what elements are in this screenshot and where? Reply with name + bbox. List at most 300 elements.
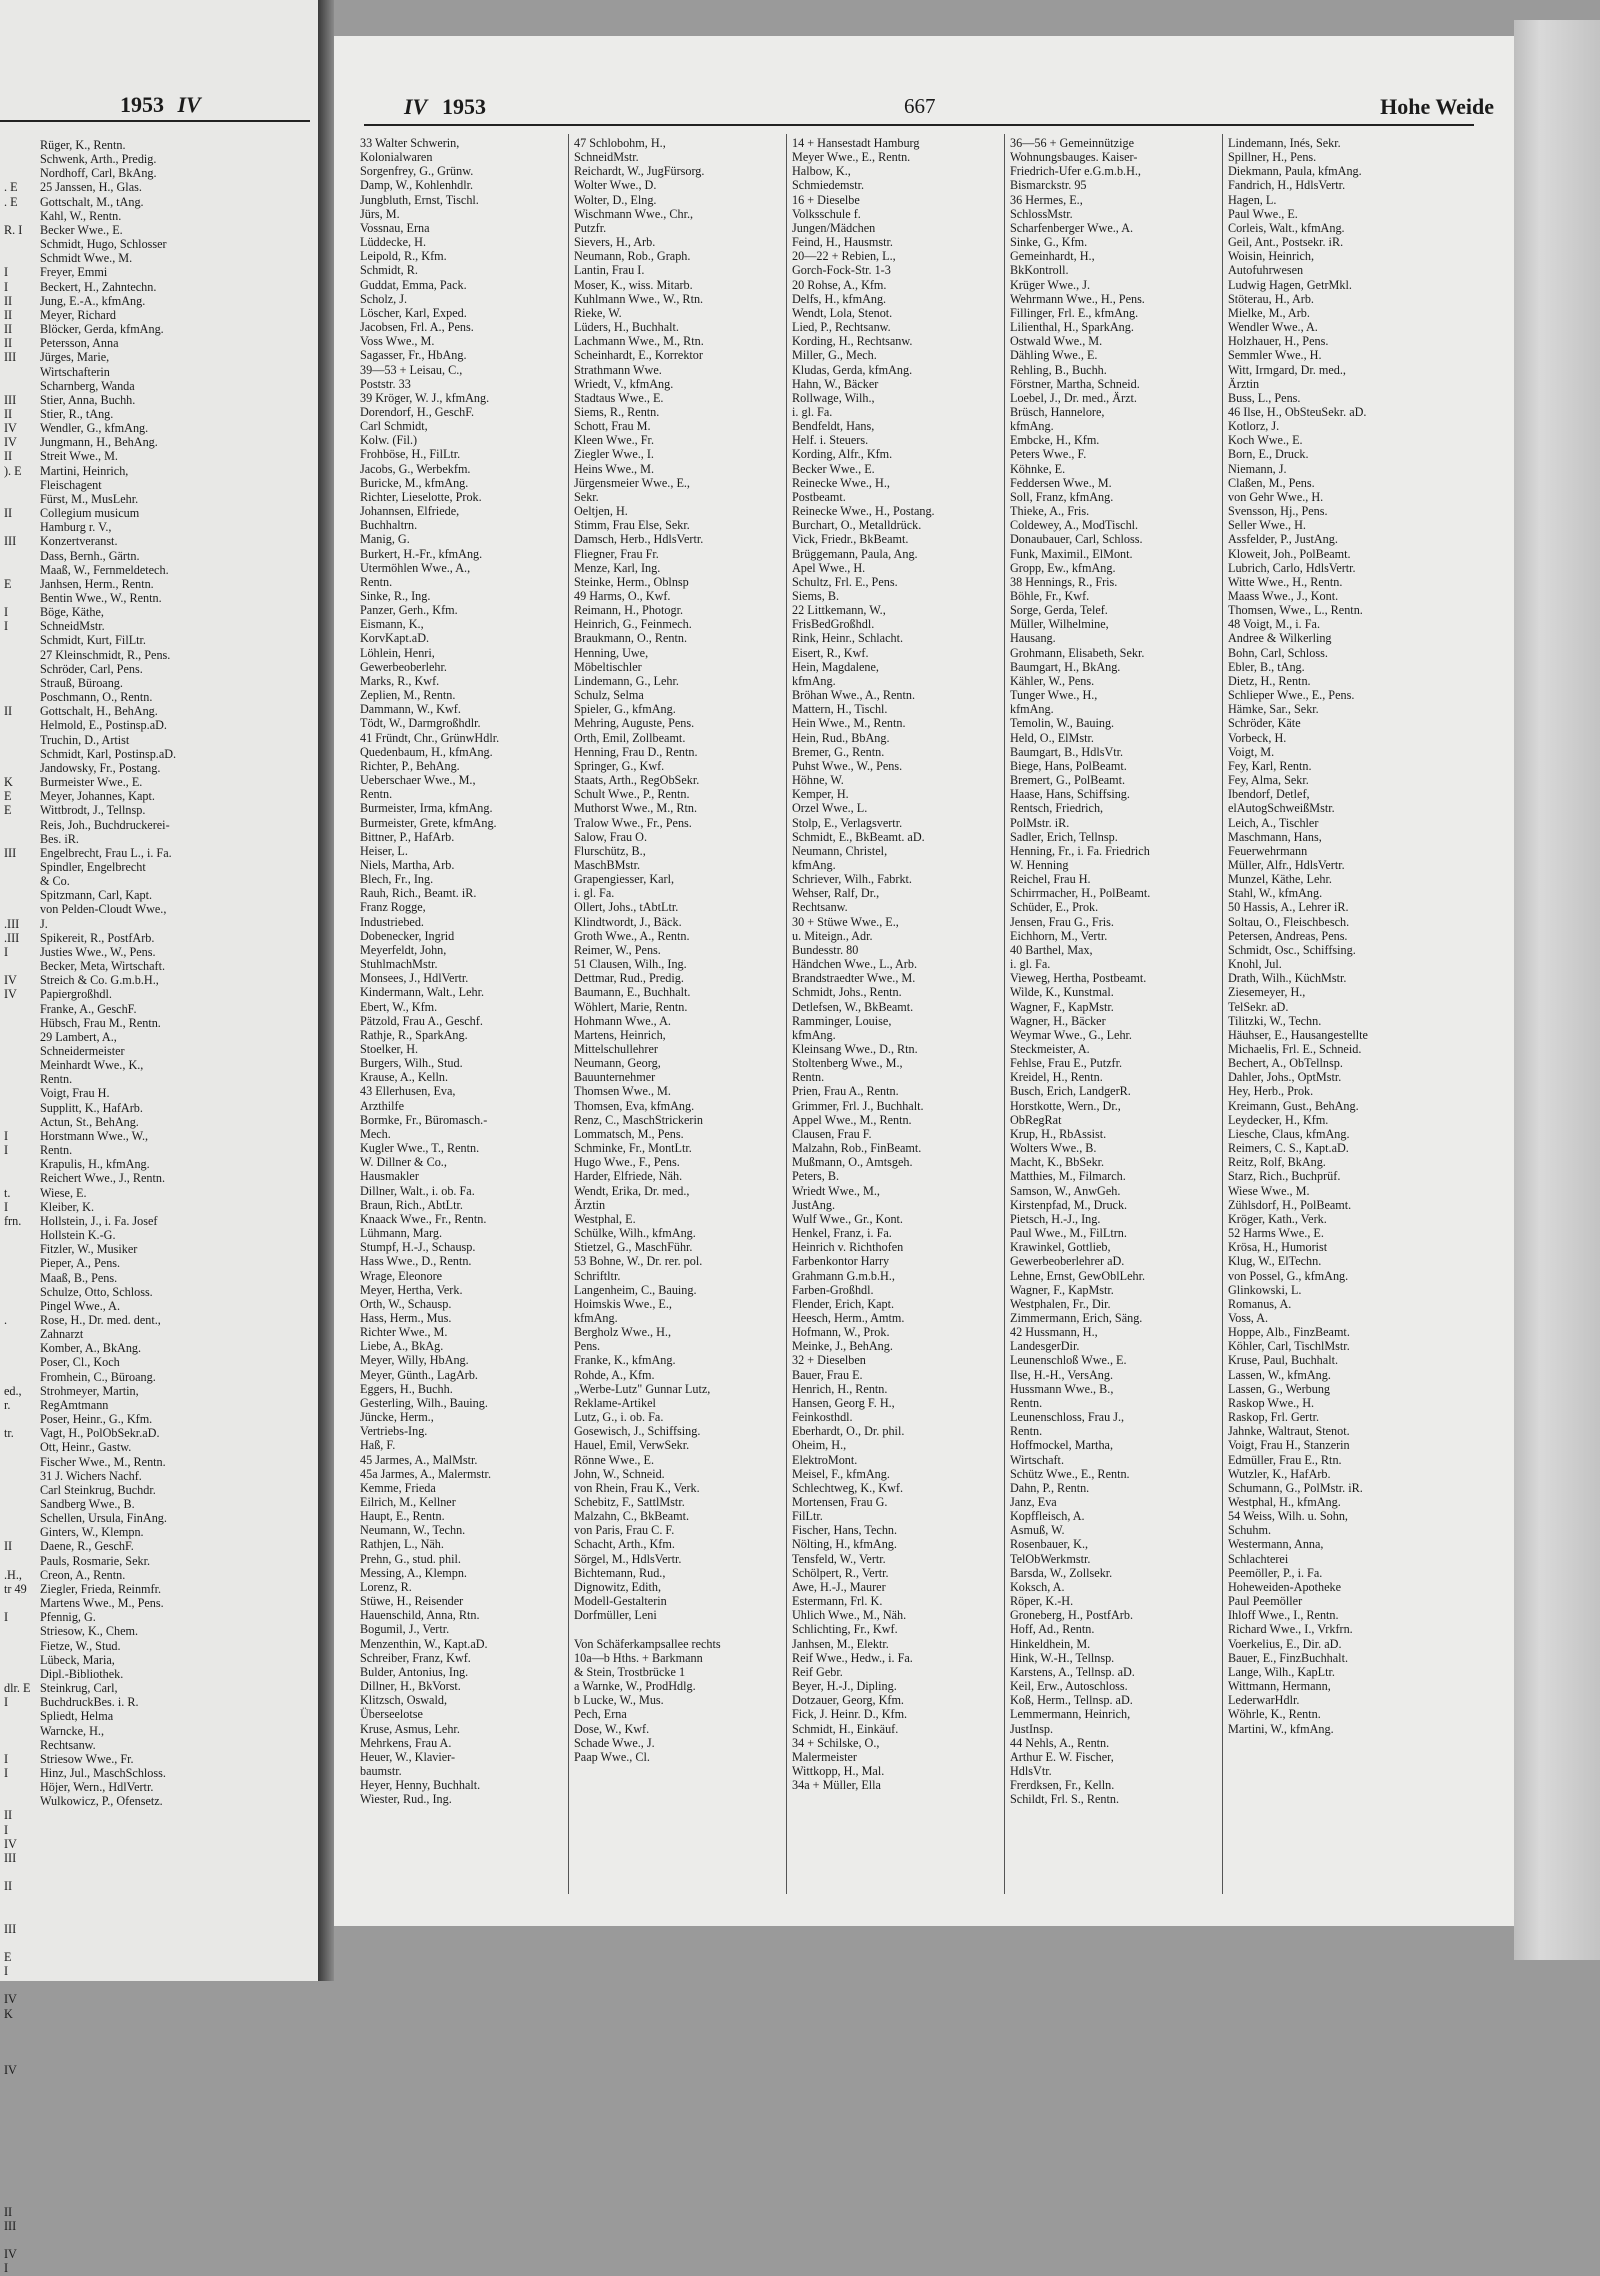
directory-entry: Eichhorn, M., Vertr. xyxy=(1010,928,1108,943)
directory-entry: Fillinger, Frl. E., kfmAng. xyxy=(1010,305,1139,320)
directory-entry: HdlsVtr. xyxy=(1010,1763,1052,1778)
directory-entry: Lüders, H., Buchhalt. xyxy=(574,320,679,335)
directory-entry: Bentin Wwe., W., Rentn. xyxy=(40,591,162,605)
directory-entry: Schacht, Arth., Kfm. xyxy=(574,1537,675,1552)
directory-entry: Hoheweiden-Apotheke xyxy=(1228,1579,1342,1594)
margin-mark xyxy=(4,1724,34,1738)
directory-entry: Reimann, H., Photogr. xyxy=(574,603,684,618)
directory-entry: Jungen/Mädchen xyxy=(792,220,876,235)
directory-entry: Heuer, W., Klavier- xyxy=(360,1749,456,1764)
directory-entry: Rentn. xyxy=(792,1070,825,1085)
directory-entry: Schriever, Wilh., Fabrkt. xyxy=(792,872,912,887)
directory-entry: i. gl. Fa. xyxy=(574,886,615,901)
directory-entry: Gewerbeoberlehrer aD. xyxy=(1010,1254,1125,1269)
directory-entry: Raskop, Frl. Gertr. xyxy=(1228,1410,1320,1425)
directory-entry: Lassen, G., Werbung xyxy=(1228,1381,1331,1396)
margin-mark: I xyxy=(4,1143,9,1158)
directory-entry: Reimers, C. S., Kapt.aD. xyxy=(1228,1141,1349,1156)
margin-mark xyxy=(4,902,34,916)
directory-entry: Franke, K., kfmAng. xyxy=(574,1353,676,1368)
directory-entry: 36 Hermes, E., xyxy=(1010,192,1083,207)
directory-entry: 25 Janssen, H., Glas. xyxy=(40,180,142,195)
margin-mark xyxy=(4,1157,34,1171)
margin-mark: K xyxy=(4,775,13,790)
directory-entry: Vieweg, Hertha, Postbeamt. xyxy=(1010,971,1147,986)
directory-entry: Daene, R., GeschF. xyxy=(40,1539,134,1554)
margin-mark: IV xyxy=(4,973,17,988)
directory-entry: Fliegner, Frau Fr. xyxy=(574,546,659,561)
directory-entry: Rentn. xyxy=(40,1143,73,1158)
directory-entry: Hein, Rud., BbAng. xyxy=(792,730,890,745)
directory-entry: Lindemann, G., Lehr. xyxy=(574,673,679,688)
directory-entry: Engelbrecht, Frau L., i. Fa. xyxy=(40,845,172,860)
directory-entry: Uhlich Wwe., M., Näh. xyxy=(792,1608,907,1623)
directory-entry: Blech, Fr., Ing. xyxy=(360,872,434,887)
directory-entry: Busch, Erich, LandgerR. xyxy=(1010,1084,1131,1099)
directory-entry: Thomsen Wwe., M. xyxy=(574,1084,671,1099)
directory-entry: Ostwald Wwe., M. xyxy=(1010,334,1103,349)
directory-entry: Sadler, Erich, Tellnsp. xyxy=(1010,829,1118,844)
margin-mark: I xyxy=(4,1964,9,1979)
directory-entry: Jung, E.-A., kfmAng. xyxy=(40,293,146,308)
margin-mark: .III xyxy=(4,916,20,931)
column-divider xyxy=(1222,134,1223,1894)
directory-entry xyxy=(574,1622,782,1636)
margin-mark xyxy=(4,209,34,223)
directory-entry: Delfs, H., kfmAng. xyxy=(792,291,887,306)
directory-entry: Reichel, Frau H. xyxy=(1010,872,1091,887)
directory-entry: SchneidMstr. xyxy=(574,150,639,165)
directory-entry: Voerkelius, E., Dir. aD. xyxy=(1228,1636,1342,1651)
directory-entry: Ueberschaer Wwe., M., xyxy=(360,773,476,788)
directory-entry: Matthies, M., Filmarch. xyxy=(1010,1169,1126,1184)
margin-mark xyxy=(4,1794,34,1808)
directory-entry: Fitzler, W., Musiker xyxy=(40,1242,138,1257)
directory-entry: Böhle, Fr., Kwf. xyxy=(1010,589,1090,603)
directory-entry: Henning, Uwe, xyxy=(574,645,649,660)
directory-entry: Oeltjen, H. xyxy=(574,504,628,519)
directory-entry: Spikereit, R., PostfArb. xyxy=(40,930,155,945)
directory-entry: Brüggemann, Paula, Ang. xyxy=(792,546,918,561)
directory-entry: Händchen Wwe., L., Arb. xyxy=(792,957,917,972)
directory-entry: Krüger Wwe., J. xyxy=(1010,277,1090,292)
directory-column xyxy=(360,136,568,1806)
margin-mark xyxy=(4,1072,34,1086)
directory-entry: Grahmann G.m.b.H., xyxy=(792,1268,895,1283)
directory-entry: Hohmann Wwe., A. xyxy=(574,1013,671,1028)
directory-entry: Spitzmann, Carl, Kapt. xyxy=(40,888,153,903)
directory-entry: 32 + Dieselben xyxy=(792,1353,866,1368)
directory-entry: Drath, Wilh., KüchMstr. xyxy=(1228,971,1347,986)
directory-entry: Schmidt, Hugo, Schlosser xyxy=(40,237,167,252)
directory-entry: Jungbluth, Ernst, Tischl. xyxy=(360,192,479,207)
directory-entry: Wildе, K., Kunstmal. xyxy=(1010,985,1114,1000)
directory-entry: Poser, Cl., Koch xyxy=(40,1355,120,1370)
directory-entry: Fey, Karl, Rentn. xyxy=(1228,758,1312,773)
directory-entry: Dillner, Walt., i. ob. Fa. xyxy=(360,1183,475,1198)
directory-entry: Zahnarzt xyxy=(40,1327,84,1342)
directory-entry: Orzel Wwe., L. xyxy=(792,801,868,816)
directory-entry: Flender, Erich, Kapt. xyxy=(792,1296,895,1311)
directory-entry: Lüddecke, H. xyxy=(360,235,426,250)
margin-mark xyxy=(4,2021,34,2035)
margin-mark: K xyxy=(4,2006,13,2021)
margin-mark xyxy=(4,2233,34,2247)
margin-mark: I xyxy=(4,1765,9,1780)
directory-entry: von Possel, G., kfmAng. xyxy=(1228,1268,1349,1283)
directory-entry: Kreimann, Gust., BehAng. xyxy=(1228,1098,1359,1113)
margin-mark xyxy=(4,2092,34,2106)
directory-entry: Starz, Rich., Buchprüf. xyxy=(1228,1169,1341,1184)
directory-entry: Maaß, B., Pens. xyxy=(40,1270,118,1285)
margin-mark xyxy=(4,1780,34,1794)
directory-entry: Carl Schmidt, xyxy=(360,419,428,434)
directory-entry: Thomsen, Wwe., L., Rentn. xyxy=(1228,603,1363,618)
directory-entry: Dillner, H., BkVorst. xyxy=(360,1679,461,1694)
directory-entry: Fleischagent xyxy=(40,477,102,492)
directory-entry: Groth Wwe., A., Rentn. xyxy=(574,928,690,943)
directory-entry: Mehrkens, Frau A. xyxy=(360,1735,452,1750)
left-page-year: 1953 xyxy=(120,92,164,117)
directory-entry: Industriebed. xyxy=(360,914,424,929)
directory-entry: Bauunternehmer xyxy=(574,1070,656,1085)
directory-entry: Soll, Franz, kfmAng. xyxy=(1010,489,1114,504)
margin-mark: II xyxy=(4,1539,13,1554)
margin-mark xyxy=(4,1086,34,1100)
directory-entry: Schade Wwe., J. xyxy=(574,1735,655,1750)
directory-entry: Stietzel, G., MaschFühr. xyxy=(574,1240,693,1255)
directory-entry: Reif Gebr. xyxy=(792,1664,843,1679)
margin-mark: III xyxy=(4,392,17,407)
directory-entry: Meyer, Willy, HbAng. xyxy=(360,1353,469,1368)
directory-entry: Rentn. xyxy=(1010,1424,1043,1439)
directory-entry: „Werbe-Lutz" Gunnar Lutz, xyxy=(574,1381,711,1396)
directory-entry: Leunenschloß Wwe., E. xyxy=(1010,1353,1127,1368)
directory-entry: Kleinsang Wwe., D., Rtn. xyxy=(792,1042,918,1056)
margin-mark: I xyxy=(4,1610,9,1625)
directory-entry: Bröhan Wwe., A., Rentn. xyxy=(792,688,915,703)
directory-entry: Kröger, Kath., Verk. xyxy=(1228,1211,1327,1226)
directory-entry: Hink, W.-H., Tellnsp. xyxy=(1010,1650,1115,1665)
directory-entry: Spindler, Engelbrecht xyxy=(40,859,146,874)
margin-mark xyxy=(4,1242,34,1256)
directory-entry: 42 Hussmann, H., xyxy=(1010,1325,1098,1340)
directory-entry: Mittelschullehrer xyxy=(574,1042,658,1056)
directory-entry: Holzhauer, H., Pens. xyxy=(1228,334,1329,349)
directory-entry: Rieke, W. xyxy=(574,305,622,320)
margin-mark xyxy=(4,1709,34,1723)
margin-mark xyxy=(4,1639,34,1653)
directory-entry: Staats, Arth., RegObSekr. xyxy=(574,773,700,788)
directory-entry: Hoffmockel, Martha, xyxy=(1010,1438,1113,1453)
directory-entry: Halbow, K., xyxy=(792,164,851,179)
directory-entry: BuchdruckBes. i. R. xyxy=(40,1695,139,1710)
margin-mark xyxy=(4,761,34,775)
margin-mark: II xyxy=(4,704,13,719)
directory-entry: Haase, Hans, Schiffsing. xyxy=(1010,787,1130,802)
directory-entry: Raskop Wwe., H. xyxy=(1228,1395,1315,1410)
directory-entry: Funk, Maximil., ElMont. xyxy=(1010,546,1133,561)
directory-entry: Stumpf, H.-J., Schausp. xyxy=(360,1240,476,1255)
directory-entry: Dahler, Johs., OptMstr. xyxy=(1228,1070,1342,1085)
directory-entry: Voigt, M. xyxy=(1228,744,1275,759)
directory-entry: Feind, H., Hausmstr. xyxy=(792,235,893,250)
directory-entry: Leunenschloss, Frau J., xyxy=(1010,1410,1125,1425)
directory-entry: Blöcker, Gerda, kfmAng. xyxy=(40,322,164,337)
directory-entry: 33 Walter Schwerin, xyxy=(360,136,460,150)
directory-entry: Miller, G., Mech. xyxy=(792,348,877,363)
directory-entry: Reklame-Artikel xyxy=(574,1395,656,1410)
directory-entry: Clausen, Frau F. xyxy=(792,1126,872,1141)
directory-entry: Manig, G. xyxy=(360,532,410,547)
directory-entry: Claßen, M., Pens. xyxy=(1228,475,1315,490)
directory-entry: Schuhm. xyxy=(1228,1523,1271,1538)
directory-entry: Autofuhrwesen xyxy=(1228,263,1304,278)
directory-entry: Strathmann Wwe. xyxy=(574,362,662,377)
margin-mark: II xyxy=(4,2204,13,2219)
directory-entry: Kolonialwaren xyxy=(360,150,433,165)
directory-entry: 52 Harms Wwe., E. xyxy=(1228,1226,1324,1241)
margin-mark xyxy=(4,1412,34,1426)
margin-mark xyxy=(4,2106,34,2120)
directory-entry: elAutogSchweißMstr. xyxy=(1228,801,1335,816)
directory-entry: Buricke, M., kfmAng. xyxy=(360,475,469,490)
directory-entry: Schölpert, R., Vertr. xyxy=(792,1565,889,1580)
directory-entry: Pietsch, H.-J., Ing. xyxy=(1010,1211,1101,1226)
directory-entry: Bechert, A., ObTellnsp. xyxy=(1228,1056,1343,1071)
directory-entry: Richter, Lieselotte, Prok. xyxy=(360,489,482,504)
directory-entry: Kugler Wwe., T., Rentn. xyxy=(360,1141,480,1156)
directory-entry: John, W., Schneid. xyxy=(574,1466,665,1481)
right-page xyxy=(334,36,1514,1926)
directory-entry: Voss, A. xyxy=(1228,1310,1269,1325)
directory-entry: TelObWerkmstr. xyxy=(1010,1551,1091,1566)
directory-entry: Schmidt, H., Einkäuf. xyxy=(792,1721,899,1736)
right-page-year: 1953 xyxy=(442,94,486,119)
directory-entry: Monsees, J., HdlVertr. xyxy=(360,971,469,986)
margin-mark: E xyxy=(4,803,12,818)
margin-mark: IV xyxy=(4,987,17,1002)
directory-entry: Dähling Wwe., E. xyxy=(1010,348,1098,363)
directory-entry: Stimm, Frau Else, Sekr. xyxy=(574,518,690,533)
directory-entry: Rosenbauer, K., xyxy=(1010,1537,1089,1552)
directory-entry: Estermann, Frl. K. xyxy=(792,1594,883,1609)
directory-entry: Henrich, H., Rentn. xyxy=(792,1381,888,1396)
directory-entry: & Stein, Trostbrücke 1 xyxy=(574,1664,686,1679)
margin-mark: III xyxy=(4,350,17,365)
margin-mark: tr. xyxy=(4,1426,14,1441)
directory-entry: Wriedt, V., kfmAng. xyxy=(574,376,674,391)
directory-entry: Kruse, Asmus, Lehr. xyxy=(360,1721,460,1736)
directory-entry: Glinkowski, L. xyxy=(1228,1282,1302,1297)
directory-entry: Volksschule f. xyxy=(792,206,861,221)
margin-mark xyxy=(4,1893,34,1907)
directory-entry: 14 + Hansestadt Hamburg xyxy=(792,136,920,150)
margin-mark: I xyxy=(4,1128,9,1143)
margin-mark: III xyxy=(4,1850,17,1865)
directory-entry: Siems, R., Rentn. xyxy=(574,404,660,419)
margin-mark: III xyxy=(4,845,17,860)
directory-entry: Dose, W., Kwf. xyxy=(574,1721,650,1736)
directory-entry: Frerdksen, Fr., Kelln. xyxy=(1010,1778,1115,1793)
directory-entry: Appel Wwe., M., Rentn. xyxy=(792,1112,912,1127)
margin-mark xyxy=(4,1936,34,1950)
margin-mark: IV xyxy=(4,2063,17,2078)
directory-entry: & Co. xyxy=(40,874,70,889)
directory-entry: Schröder, Carl, Pens. xyxy=(40,661,143,676)
directory-entry: Oheim, H., xyxy=(792,1438,847,1453)
directory-entry: Burkert, H.-Fr., kfmAng. xyxy=(360,546,483,561)
directory-entry: Kleiber, K. xyxy=(40,1199,94,1214)
margin-mark xyxy=(4,2120,34,2134)
directory-entry: Schwenk, Arth., Predig. xyxy=(40,152,157,167)
directory-entry: Schülke, Wilh., kfmAng. xyxy=(574,1226,696,1241)
directory-entry: Keil, Erw., Autoschloss. xyxy=(1010,1679,1128,1694)
directory-entry: 47 Schlobohm, H., xyxy=(574,136,666,150)
directory-entry: Schröder, Käte xyxy=(1228,716,1301,731)
directory-entry: Ziegler, Frieda, Reinmfr. xyxy=(40,1581,162,1596)
directory-entry: Dipl.-Bibliothek. xyxy=(40,1666,124,1681)
directory-entry: Wöhlert, Marie, Rentn. xyxy=(574,999,688,1014)
directory-entry: Lange, Wilh., KapLtr. xyxy=(1228,1664,1335,1679)
directory-entry: Steinkrug, Carl, xyxy=(40,1681,118,1696)
directory-entry: Fromhein, C., Büroang. xyxy=(40,1369,156,1384)
directory-entry: 39 Kröger, W. J., kfmAng. xyxy=(360,390,490,405)
directory-entry: Schmiedemstr. xyxy=(792,178,865,193)
directory-entry: Westphal, E. xyxy=(574,1211,636,1226)
directory-entry: Buchhaltrn. xyxy=(360,518,418,533)
directory-entry: Kemme, Frieda xyxy=(360,1480,436,1495)
directory-entry: Janhsen, M., Elektr. xyxy=(792,1636,889,1651)
directory-entry: 45 Jarmes, A., MalMstr. xyxy=(360,1452,478,1467)
directory-entry: Vick, Friedr., BkBeamt. xyxy=(792,532,909,547)
directory-entry: MaschBMstr. xyxy=(574,857,641,872)
directory-entry: Bremert, G., PolBeamt. xyxy=(1010,773,1126,788)
margin-mark xyxy=(4,478,34,492)
directory-entry: Liesche, Claus, kfmAng. xyxy=(1228,1126,1350,1141)
directory-entry: Helf. i. Steuers. xyxy=(792,433,869,448)
directory-entry: Dettmar, Rud., Predig. xyxy=(574,971,684,986)
directory-entry: Eismann, K., xyxy=(360,617,424,632)
directory-entry: Vagt, H., PolObSekr.aD. xyxy=(40,1426,160,1441)
directory-entry: Gosewisch, J., Schiffsing. xyxy=(574,1424,701,1439)
directory-entry: PolMstr. iR. xyxy=(1010,815,1070,830)
directory-entry: 20—22 + Rebien, L., xyxy=(792,249,896,264)
directory-entry: Konzertveranst. xyxy=(40,534,118,549)
directory-entry: Fehlse, Frau E., Putzfr. xyxy=(1010,1056,1123,1071)
directory-entry: 40 Barthel, Max, xyxy=(1010,942,1093,957)
directory-entry: Freyer, Emmi xyxy=(40,265,108,280)
directory-entry: Actun, St., BehAng. xyxy=(40,1114,139,1129)
margin-mark: frn. xyxy=(4,1213,22,1228)
directory-entry: 34a + Müller, Ella xyxy=(792,1778,881,1793)
directory-entry: Martini, Heinrich, xyxy=(40,463,129,478)
directory-entry: Eberhardt, O., Dr. phil. xyxy=(792,1424,905,1439)
directory-entry: 50 Hassis, A., Lehrer iR. xyxy=(1228,900,1349,915)
directory-entry: Pech, Erna xyxy=(574,1707,627,1722)
directory-entry: Haß, F. xyxy=(360,1438,396,1453)
directory-entry: Pieper, A., Pens. xyxy=(40,1256,121,1271)
margin-mark xyxy=(4,1327,34,1341)
margin-mark xyxy=(4,1285,34,1299)
directory-entry: Grapengiesser, Karl, xyxy=(574,872,675,887)
margin-mark: III xyxy=(4,2218,17,2233)
directory-entry: Scharnberg, Wanda xyxy=(40,378,135,393)
directory-entry: Voigt, Frau H., Stanzerin xyxy=(1228,1438,1350,1453)
directory-entry: Rathjen, L., Näh. xyxy=(360,1537,444,1552)
directory-entry: Rollwage, Wilh., xyxy=(792,390,875,405)
directory-entry: Lachmann Wwe., M., Rtn. xyxy=(574,334,704,349)
directory-entry: Fürst, M., MusLehr. xyxy=(40,491,139,506)
directory-entry: Wirtschaft. xyxy=(1010,1452,1064,1467)
directory-entry: Krawinkel, Gottlieb, xyxy=(1010,1240,1111,1255)
directory-entry: Vorbeck, H. xyxy=(1228,730,1287,745)
directory-entry: Kemper, H. xyxy=(792,787,849,802)
directory-entry: Henning, Frau D., Rentn. xyxy=(574,744,698,759)
directory-entry: Kording, H., Rechtsanw. xyxy=(792,334,913,349)
margin-mark xyxy=(4,563,34,577)
directory-entry: Tralow Wwe., Fr., Pens. xyxy=(574,815,692,830)
directory-entry: Ludwig Hagen, GetrMkl. xyxy=(1228,277,1352,292)
column-divider xyxy=(1004,134,1005,1894)
directory-entry: Schminke, Fr., MontLtr. xyxy=(574,1141,692,1156)
directory-entry: Petersson, Anna xyxy=(40,336,119,351)
directory-entry: Andree & Wilkerling xyxy=(1228,631,1332,646)
directory-entry: Burmeister, Irma, kfmAng. xyxy=(360,801,493,816)
directory-entry: Köhler, Carl, TischlMstr. xyxy=(1228,1339,1350,1354)
directory-entry: Edmüller, Frau E., Rtn. xyxy=(1228,1452,1342,1467)
directory-entry: Meyerfeldt, John, xyxy=(360,942,447,957)
directory-entry: Dorfmüller, Leni xyxy=(574,1608,657,1623)
directory-entry: Flurschütz, B., xyxy=(574,843,646,858)
margin-mark xyxy=(4,1355,34,1369)
directory-entry: Hass, Herm., Mus. xyxy=(360,1310,452,1325)
directory-entry: Eisert, R., Kwf. xyxy=(792,645,869,660)
directory-entry: Bundesstr. 80 xyxy=(792,942,859,957)
directory-entry: Becker Wwe., E. xyxy=(792,461,875,476)
directory-entry: Rentn. xyxy=(360,787,393,802)
margin-mark: II xyxy=(4,336,13,351)
directory-entry: Helmold, E., Postinsp.aD. xyxy=(40,718,167,733)
directory-entry: Stoltenberg Wwe., M., xyxy=(792,1056,903,1071)
directory-entry: Höhne, W. xyxy=(792,773,844,788)
directory-entry: Burchart, O., Metalldrück. xyxy=(792,518,922,533)
directory-entry: Utermöhlen Wwe., A., xyxy=(360,560,471,575)
directory-entry: Kludas, Gerda, kfmAng. xyxy=(792,362,913,377)
directory-entry: b Lucke, W., Mus. xyxy=(574,1693,664,1708)
directory-entry: Hahn, W., Bäcker xyxy=(792,376,879,391)
directory-entry: Sorge, Gerda, Telef. xyxy=(1010,603,1108,618)
directory-entry: Kuhlmann Wwe., W., Rtn. xyxy=(574,291,704,306)
directory-entry: Reif Wwe., Hedw., i. Fa. xyxy=(792,1650,913,1665)
directory-entry: Rentn. xyxy=(40,1072,73,1087)
directory-entry: Eggers, H., Buchh. xyxy=(360,1381,453,1396)
directory-entry: Löhlein, Henri, xyxy=(360,645,435,660)
directory-entry: Hamburg r. V., xyxy=(40,520,112,535)
directory-entry: Michaelis, Frl. E., Schneid. xyxy=(1228,1042,1362,1056)
directory-entry: Hollstein K.-G. xyxy=(40,1228,116,1243)
directory-entry: Klindtwordt, J., Bäck. xyxy=(574,914,682,929)
directory-entry: Scheinhardt, E., Korrektor xyxy=(574,348,703,363)
directory-entry: Pauls, Rosmarie, Sekr. xyxy=(40,1553,151,1568)
directory-entry: Dass, Bernh., Gärtn. xyxy=(40,548,140,563)
margin-mark xyxy=(4,365,34,379)
page-number: 667 xyxy=(904,94,936,118)
directory-entry: Wrage, Eleonore xyxy=(360,1268,443,1283)
directory-entry: Schulze, Otto, Schloss. xyxy=(40,1284,153,1299)
directory-entry: W. Henning xyxy=(1010,857,1069,872)
directory-entry: Reichert Wwe., J., Rentn. xyxy=(40,1171,166,1186)
